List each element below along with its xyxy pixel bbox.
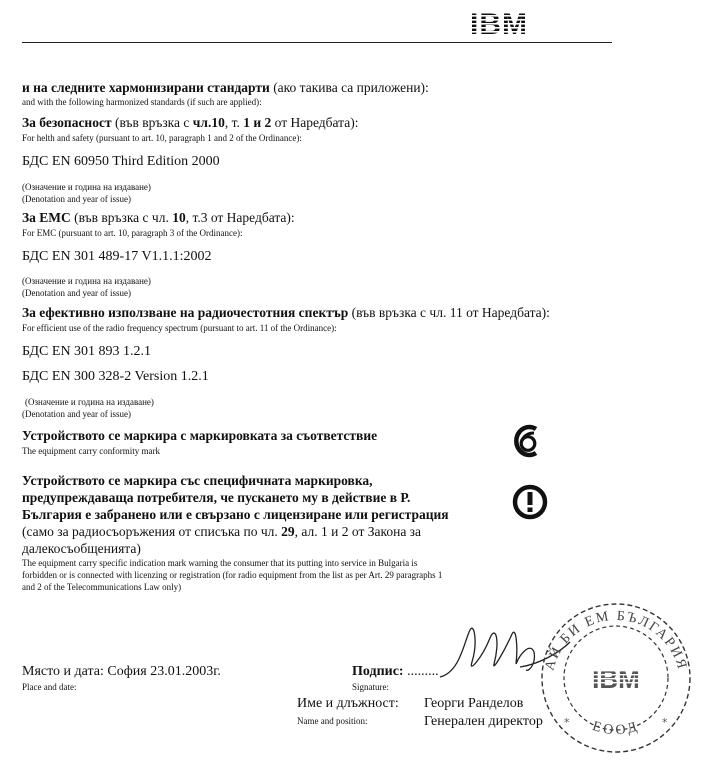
emc-heading: За EMC (във връзка с чл. 10, т.3 от Наредбата): (22, 210, 295, 225)
name-position-label-en: Name and position: (297, 716, 368, 726)
spectrum-denotation-bg: (Означение и година на издаване) (25, 397, 154, 407)
spectrum-standard-2: БДС EN 300 328-2 Version 1.2.1 (22, 369, 209, 384)
alert-mark-icon (512, 484, 548, 520)
svg-text:*: * (662, 716, 668, 729)
svg-text:АЙ БИ ЕМ БЪЛГАРИЯ: АЙ БИ ЕМ БЪЛГАРИЯ (542, 608, 690, 673)
conformity-heading-en: The equipment carry conformity mark (22, 446, 160, 456)
safety-denotation-bg: (Означение и година на издаване) (22, 182, 151, 192)
header-rule (22, 42, 612, 43)
conformity-mark-icon (512, 424, 542, 458)
spectrum-heading-en: For efficient use of the radio frequency spectrum (pursuant to art. 11 of the Ordinance): (22, 323, 337, 333)
emc-heading-en: For EMC (pursuant to art. 10, paragraph 3 of the Ordinance): (22, 228, 243, 238)
emc-standard: БДС EN 301 489-17 V1.1.1:2002 (22, 249, 212, 264)
safety-heading-en: For helth and safety (pursuant to art. 10, paragraph 1 and 2 of the Ordinance): (22, 133, 302, 143)
spectrum-standard-1: БДС EN 301 893 1.2.1 (22, 344, 152, 359)
safety-standard: БДС EN 60950 Third Edition 2000 (22, 154, 220, 169)
place-date-en: Place and date: (22, 682, 77, 692)
signatory-position: Генерален директор (424, 714, 543, 729)
specific-mark-en: The equipment carry specific indication mark warning the consumer that its putting into service in Bulgaria is forbidden or is connected with licenzing or registration (for radio equipment from the list as per Art. 29 paragraphs 1 and 2 of the Telecommunications Law only) (22, 558, 443, 592)
spectrum-heading: За ефективно използване на радиочестотния спектър (във връзка с чл. 11 от Наредбата): (22, 305, 550, 320)
safety-denotation-en: (Denotation and year of issue) (22, 194, 131, 204)
specific-mark-heading: Устройството се маркира със специфичната маркировка, предупреждаваща потребителя, че пускането му в действие в Р. България е забранено или е свързано с лицензиране или регистрация (само за радиосъоръжения от списъка по чл. 29, ал. 1 и 2 от Закона за далекосъобщенията) (22, 473, 449, 556)
spectrum-denotation-en: (Denotation and year of issue) (22, 409, 131, 419)
svg-text:*: * (564, 716, 570, 729)
svg-text:ЕООД: ЕООД (590, 718, 642, 739)
signatory-name: Георги Ранделов (424, 696, 524, 711)
signature-label: Подпис: ......... (352, 664, 439, 679)
ibm-logo (452, 10, 546, 38)
place-date: Място и дата: София 23.01.2003г. (22, 664, 221, 679)
emc-denotation-bg: (Означение и година на издаване) (22, 276, 151, 286)
conformity-heading: Устройството се маркира с маркировката за съответствие (22, 428, 378, 443)
company-stamp (536, 598, 696, 758)
intro-heading: и на следните хармонизирани стандарти (ако такива са приложени): (22, 80, 429, 95)
name-position-label: Име и длъжност: (297, 696, 399, 711)
safety-heading: За безопасност (във връзка с чл.10, т. 1 и 2 от Наредбата): (22, 115, 359, 130)
signature-label-en: Signature: (352, 682, 389, 692)
intro-heading-en: and with the following harmonized standards (if such are applied): (22, 97, 262, 107)
emc-denotation-en: (Denotation and year of issue) (22, 288, 131, 298)
